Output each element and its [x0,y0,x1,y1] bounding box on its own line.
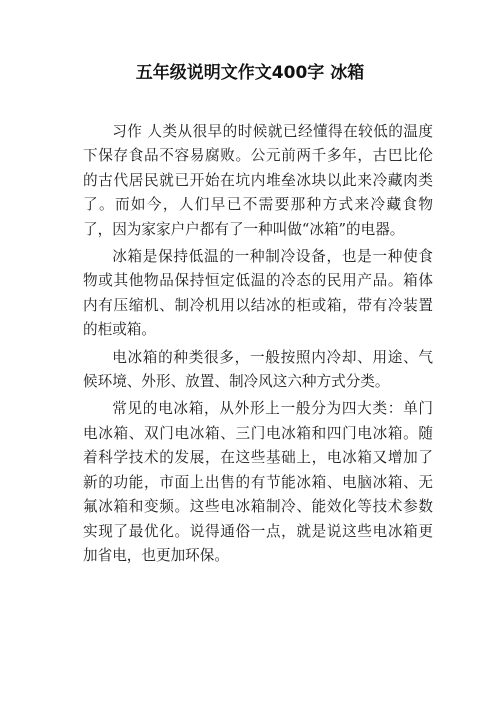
document-title: 五年级说明文作文400字 冰箱 [135,63,365,83]
document-body [83,120,433,568]
paragraph-4: 常见的电冰箱，从外形上一般分为四大类：单门电冰箱、双门电冰箱、三门电冰箱和四门电冰箱。随着科学技术的发展，在这些基础上，电冰箱又增加了新的功能，市面上出售的有节能冰箱、电脑冰箱、无氟冰箱和变频。这些电冰箱制冷、能效化等技术参数实现了最优化。说得通俗一点，就是说这些电冰箱更加省电，也更加环保。 [83,400,433,564]
paragraph-3: 电冰箱的种类很多，一般按照内冷却、用途、气候环境、外形、放置、制冷风这六种方式分类。 [83,348,433,391]
paragraph-1: 习作 人类从很早的时候就已经懂得在较低的温度下保存食品不容易腐败。公元前两千多年，古巴比伦的古代居民就已开始在坑内堆垒冰块以此来冷藏肉类了。而如今，人们早已不需要那种方式来冷藏食物了，因为家家户户都有了一种叫做“冰箱”的电器。 [83,123,433,238]
paragraph-2: 冰箱是保持低温的一种制冷设备，也是一种使食物或其他物品保持恒定低温的冷态的民用产品。箱体内有压缩机、制冷机用以结冰的柜或箱，带有冷装置的柜或箱。 [83,248,433,339]
